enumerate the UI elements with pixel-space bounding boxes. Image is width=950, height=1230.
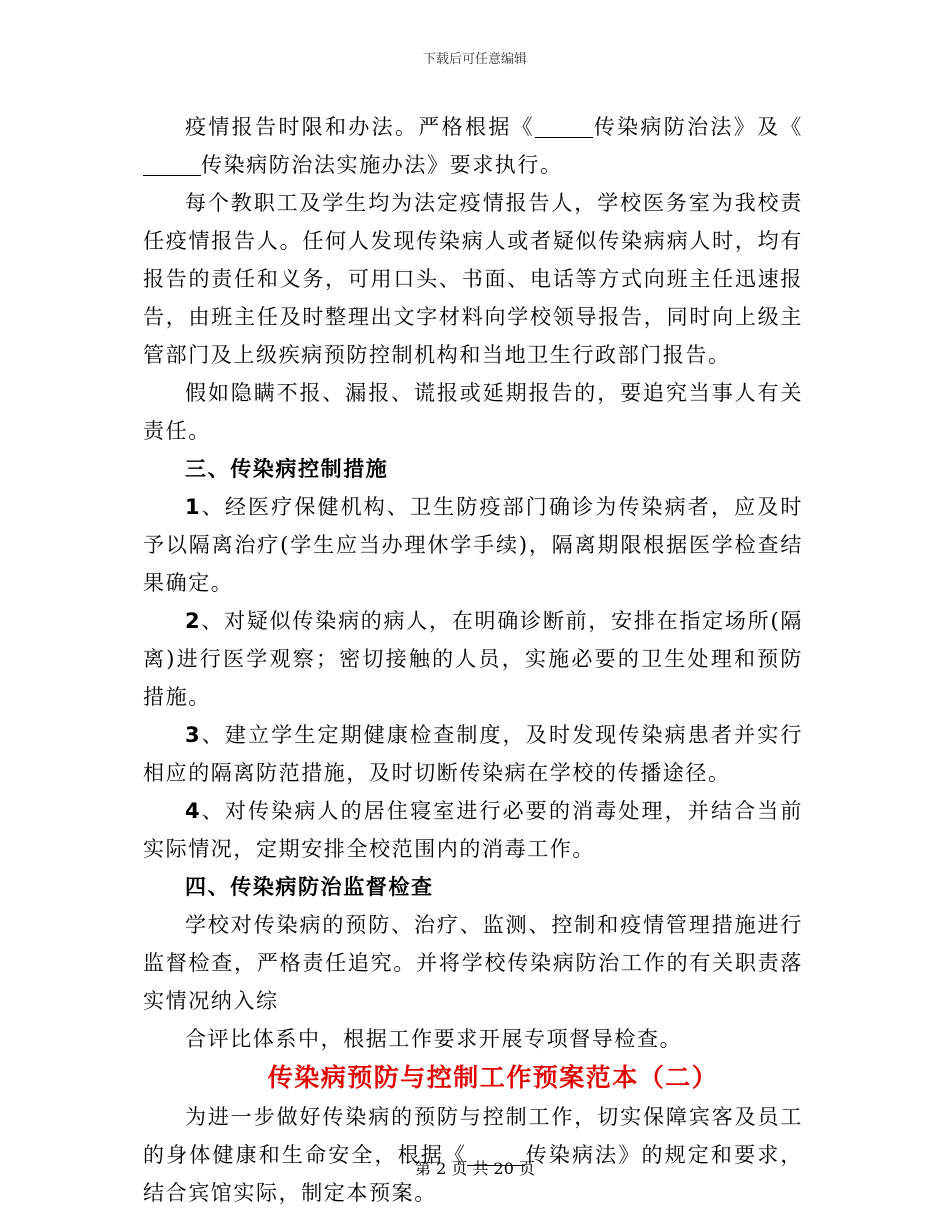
list-item-1	[143, 488, 803, 602]
item-text: 、对疑似传染病的病人，在明确诊断前，安排在指定场所(隔离)进行医学观察；密切接触的人员，实施必要的卫生处理和预防措施。	[143, 609, 803, 709]
page-footer: 第 2 页 共 20 页	[415, 1159, 535, 1178]
text-segment: 传染病法》的规定和要求，结合宾馆实际，制定本预案。	[143, 1143, 803, 1205]
item-text: 、对传染病人的居住寝室进行必要的消毒处理，并结合当前实际情况，定期安排全校范围内的消毒工作。	[143, 799, 803, 861]
paragraph-report-law	[143, 108, 803, 184]
paragraph-intro	[143, 1098, 803, 1212]
text-segment: 为进一步做好传染病的预防与控制工作，切实保障宾客及员工的身体健康和生命安全，根据《	[143, 1105, 803, 1167]
section-heading-4: 四、传染病防治监督检查	[185, 875, 434, 899]
fill-blank	[535, 116, 593, 138]
item-number: 3	[185, 723, 202, 747]
paragraph-evaluation: 合评比体系中，根据工作要求开展专项督导检查。	[185, 1027, 683, 1051]
item-number: 4	[185, 799, 202, 823]
item-text: 、经医疗保健机构、卫生防疫部门确诊为传染病者，应及时予以隔离治疗(学生应当办理休学手续)，隔离期限根据医学检查结果确定。	[143, 495, 803, 595]
page-header: 下载后可任意编辑	[422, 52, 527, 67]
list-item-2	[143, 602, 803, 716]
section-heading-3: 三、传染病控制措施	[185, 457, 389, 481]
document-subtitle: 传染病预防与控制工作预案范本（二）	[267, 1063, 719, 1092]
item-text: 、建立学生定期健康检查制度，及时发现传染病患者并实行相应的隔离防范措施，及时切断传染病在学校的传播途径。	[143, 723, 803, 785]
text-segment: 疫情报告时限和办法。严格根据《	[185, 115, 535, 139]
item-number: 1	[185, 495, 202, 519]
text-segment: 传染病防治法》及《	[593, 115, 803, 139]
list-item-4	[143, 792, 803, 868]
fill-blank	[143, 154, 201, 176]
list-item-3	[143, 716, 803, 792]
paragraph-responsibility: 假如隐瞒不报、漏报、谎报或延期报告的，要追究当事人有关责任。	[143, 381, 803, 443]
item-number: 2	[185, 609, 202, 633]
text-segment: 传染病防治法实施办法》要求执行。	[201, 153, 563, 177]
paragraph-supervision: 学校对传染病的预防、治疗、监测、控制和疫情管理措施进行监督检查，严格责任追究。并将学校传染病防治工作的有关职责落实情况纳入综	[143, 913, 803, 1013]
document-body	[143, 108, 803, 1212]
paragraph-reporters: 每个教职工及学生均为法定疫情报告人，学校医务室为我校责任疫情报告人。任何人发现传染病人或者疑似传染病病人时，均有报告的责任和义务，可用口头、书面、电话等方式向班主任迅速报告，由班主任及时整理出文字材料向学校领导报告，同时向上级主管部门及上级疾病预防控制机构和当地卫生行政部门报告。	[143, 191, 803, 367]
